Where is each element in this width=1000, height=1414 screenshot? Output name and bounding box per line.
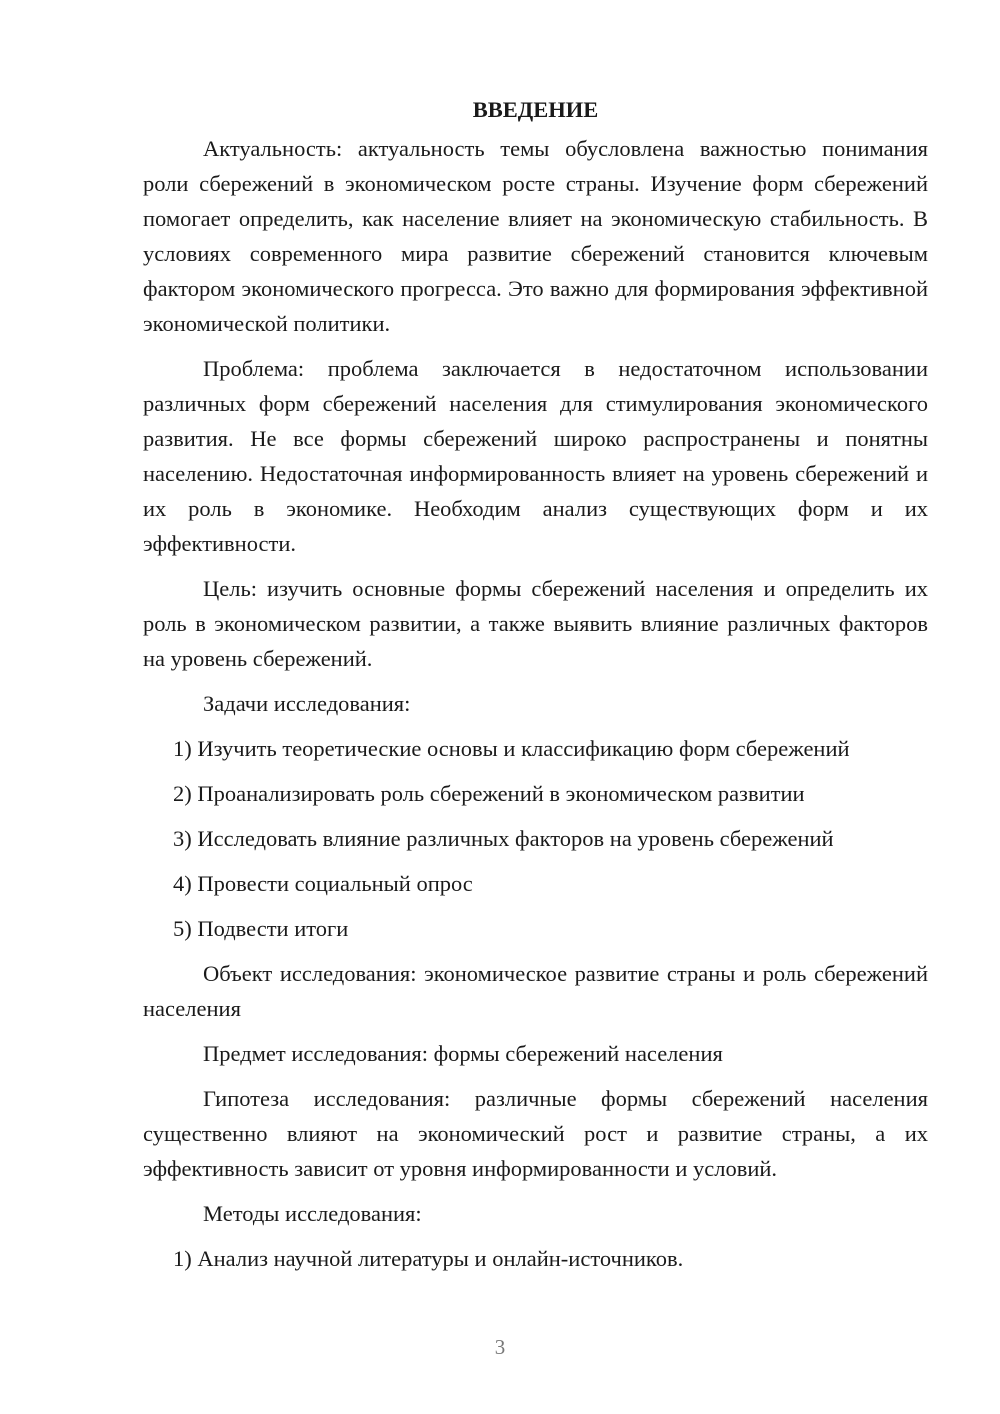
- problem-paragraph: Проблема: проблема заключается в недостаточном использовании различных форм сбережений населения для стимулирования экономического развития. Не все формы сбережений широко распространены и понятны населению. Недостаточная информированность влияет на уровень сбережений и их роль в экономике. Необходим анализ существующих форм и их эффективности.: [143, 356, 928, 556]
- task-item: 5) Подвести итоги: [173, 916, 349, 941]
- object-paragraph: Объект исследования: экономическое развитие страны и роль сбережений населения: [143, 961, 928, 1021]
- task-item: 4) Провести социальный опрос: [173, 871, 473, 896]
- method-item: 1) Анализ научной литературы и онлайн-источников.: [173, 1246, 684, 1271]
- task-item: 2) Проанализировать роль сбережений в экономическом развитии: [173, 781, 805, 806]
- relevance-paragraph: Актуальность: актуальность темы обусловлена важностью понимания роли сбережений в экономическом росте страны. Изучение форм сбережений помогает определить, как население влияет на экономическую стабильность. В условиях современного мира развитие сбережений становится ключевым фактором экономического прогресса. Это важно для формирования эффективной экономической политики.: [143, 136, 928, 336]
- methods-label: Методы исследования:: [203, 1201, 422, 1226]
- task-item: 1) Изучить теоретические основы и классификацию форм сбережений: [173, 736, 850, 761]
- page-title: ВВЕДЕНИЕ: [472, 97, 599, 122]
- document-page: [143, 92, 928, 1286]
- task-item: 3) Исследовать влияние различных факторов на уровень сбережений: [173, 826, 834, 851]
- page-number: 3: [494, 1335, 506, 1359]
- subject-paragraph: Предмет исследования: формы сбережений населения: [203, 1041, 723, 1066]
- tasks-label: Задачи исследования:: [203, 691, 411, 716]
- hypothesis-paragraph: Гипотеза исследования: различные формы сбережений населения существенно влияют на экономический рост и развитие страны, а их эффективность зависит от уровня информированности и условий.: [143, 1086, 928, 1181]
- goal-paragraph: Цель: изучить основные формы сбережений населения и определить их роль в экономическом развитии, а также выявить влияние различных факторов на уровень сбережений.: [143, 576, 928, 671]
